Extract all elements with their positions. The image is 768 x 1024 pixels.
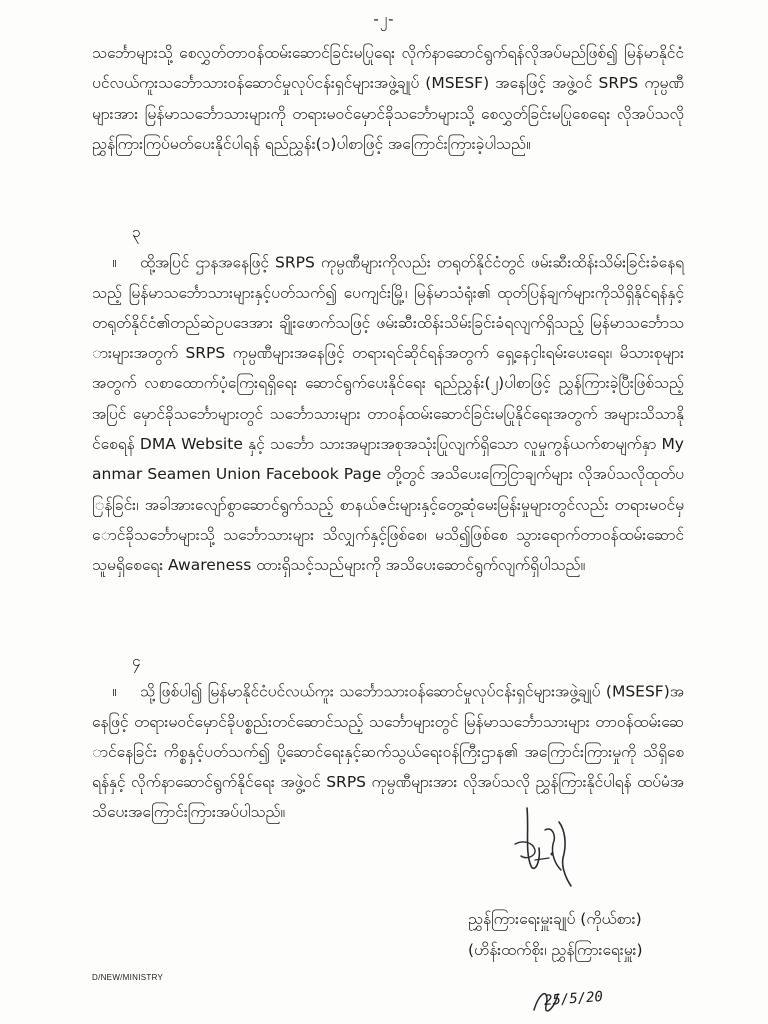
- paragraph-number: ၄။: [112, 652, 141, 701]
- handwritten-date: 25/5/20: [543, 988, 604, 1010]
- file-reference-code: D/NEW/MINISTRY: [92, 973, 164, 982]
- paragraph-3: [92, 217, 684, 581]
- handwritten-signature: [505, 800, 585, 892]
- paragraph-continuation: သင်္ဘောများသို့ စေလွှတ်တာဝန်ထမ်းဆောင်ခြင်းမပြုရေး လိုက်နာဆောင်ရွက်ရန်လိုအပ်မည်ဖြစ်၍ မြန်မာနိုင်ငံပင်လယ်ကူးသင်္ဘောသားဝန်ဆောင်မှုလုပ်ငန်းရှင်များအဖွဲ့ချုပ် (MSESF) အနေဖြင့် အဖွဲ့ဝင် SRPS ကုမ္ပဏီများအား မြန်မာသင်္ဘောသားများကို တရားမဝင်မှောင်ခိုသင်္ဘောများသို့ စေလွှတ်ခြင်းမပြုစေရေး လိုအပ်သလို ညွှန်ကြားကြပ်မတ်ပေးနိုင်ပါရန် ရည်ညွှန်း(၁)ပါစာဖြင့် အကြောင်းကြားခဲ့ပါသည်။: [92, 44, 684, 153]
- signatory-name: (ဟိန်းထက်စိုး၊ ညွှန်ကြားရေးမှူး): [468, 941, 643, 959]
- signature-block: [468, 904, 728, 966]
- paragraph-text: ထို့အပြင် ဌာနအနေဖြင့် SRPS ကုမ္ပဏီများကိုလည်း တရုတ်နိုင်ငံတွင် ဖမ်းဆီးထိန်းသိမ်းခြင်းခံနေရသည့် မြန်မာသင်္ဘောသားများနှင့်ပတ်သက်၍ ပေကျင်းမြို့၊ မြန်မာသံရုံး၏ ထုတ်ပြန်ချက်များကိုသိရှိနိုင်ရန်နှင့် တရုတ်နိုင်ငံ၏တည်ဆဲဥပဒေအား ချိုးဖောက်သဖြင့် ဖမ်းဆီးထိန်းသိမ်းခြင်းခံရလျက်ရှိသည့် မြန်မာသင်္ဘောသားများအတွက် SRPS ကုမ္ပဏီများအနေဖြင့် တရားရင်ဆိုင်ရန်အတွက် ရှေ့နေငှါးရမ်းပေးရေး၊ မိသားစုများအတွက် လစာထောက်ပံ့ကြေးရရှိရေး ဆောင်ရွက်ပေးနိုင်ရေး ရည်ညွှန်း(၂)ပါစာဖြင့် ညွှန်ကြားခဲ့ပြီးဖြစ်သည့်အပြင် မှောင်ခိုသင်္ဘောများတွင် သင်္ဘောသားများ တာဝန်ထမ်းဆောင်ခြင်းမပြုနိုင်ရေးအတွက် အများသိသာနိုင်စေရန် DMA Website နှင့် သင်္ဘော သားအများအစုအသုံးပြုလျက်ရှိသော လူမှုကွန်ယက်စာမျက်နှာ Myanmar Seamen Union Facebook Page တို့တွင် အသိပေးကြေငြာချက်များ လိုအပ်သလိုထုတ်ပြန်ခြင်း၊ အခါအားလျော်စွာဆောင်ရွက်သည့် စာနယ်ဇင်းများနှင့်တွေ့ဆုံမေးမြန်းမှုများတွင်လည်း တရားမဝင်မှောင်ခိုသင်္ဘောများသို့ သင်္ဘောသားများ သိလျှက်နှင့်ဖြစ်စေ၊ မသိ၍ဖြစ်စေ သွားရောက်တာဝန်ထမ်းဆောင်သူမရှိစေရေး Awareness ထားရှိသင့်သည်များကို အသိပေးဆောင်ရွက်လျက်ရှိပါသည်။: [92, 253, 684, 575]
- paragraph-text: သို့ဖြစ်ပါ၍ မြန်မာနိုင်ငံပင်လယ်ကူး သင်္ဘောသားဝန်ဆောင်မှုလုပ်ငန်းရှင်များအဖွဲ့ချုပ် (MSESF)အနေဖြင့် တရားမဝင်မှောင်ခိုပစ္စည်းတင်ဆောင်သည့် သင်္ဘောများတွင် မြန်မာသင်္ဘောသားများ တာဝန်ထမ်းဆောင်နေခြင်း ကိစ္စနှင့်ပတ်သက်၍ ပို့ဆောင်ရေးနှင့်ဆက်သွယ်ရေးဝန်ကြီးဌာန၏ အကြောင်းကြားမှုကို သိရှိစေရန်နှင့် လိုက်နာဆောင်ရွက်နိုင်ရေး အဖွဲ့ဝင် SRPS ကုမ္ပဏီများအား လိုအပ်သလို ညွှန်ကြားနိုင်ပါရန် ထပ်မံအသိပေးအကြောင်းကြားအပ်ပါသည်။: [92, 682, 684, 822]
- paragraph-number: ၃။: [112, 223, 141, 272]
- page-number: -၂-: [373, 10, 395, 28]
- signatory-title: ညွှန်ကြားရေးမှူးချုပ် (ကိုယ်စား): [468, 910, 642, 928]
- paragraph-4: [92, 646, 684, 828]
